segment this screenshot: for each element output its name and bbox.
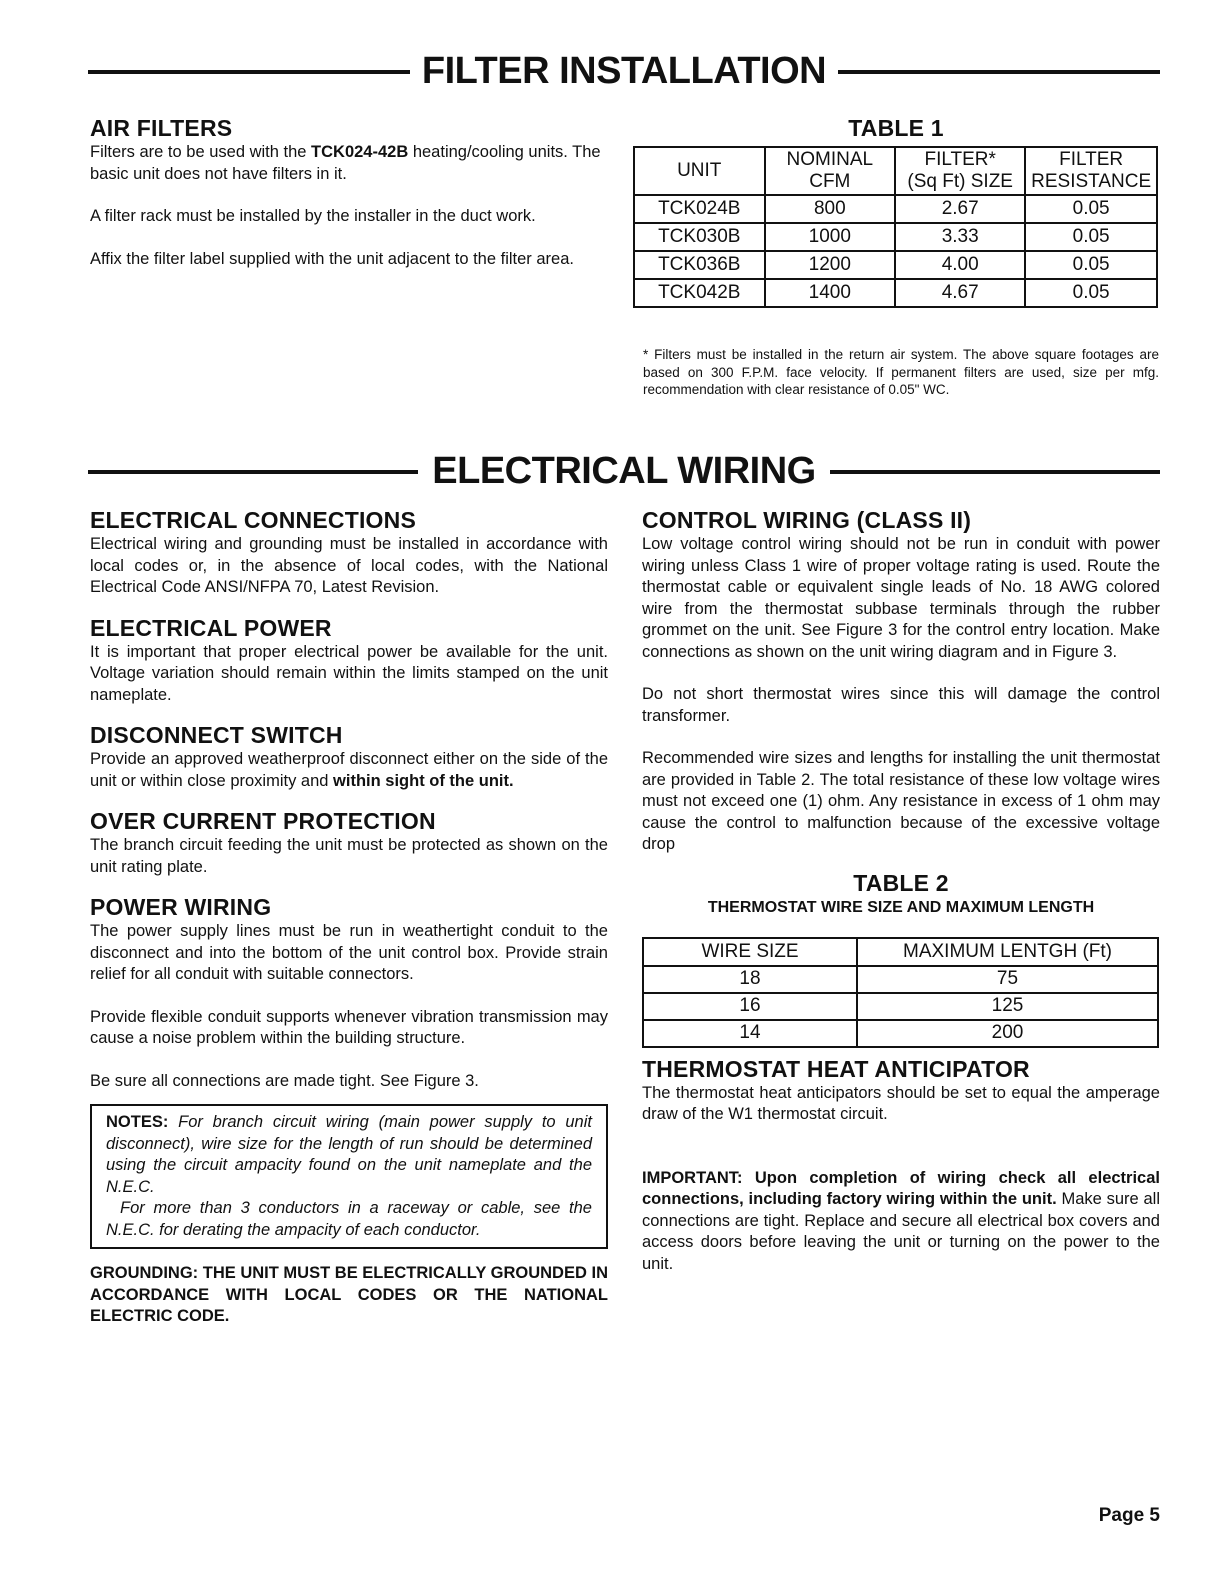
table-cell: TCK042B [634, 279, 765, 307]
electrical-left-column [90, 507, 608, 1328]
table-cell: TCK030B [634, 223, 765, 251]
text-span: Filters are to be used with the [90, 143, 312, 161]
table-cell: TCK024B [634, 195, 765, 223]
electrical-wiring-banner [88, 450, 1160, 493]
table-cell: TCK036B [634, 251, 765, 279]
air-filters-paragraph-1 [90, 142, 608, 185]
table-cell: 4.67 [895, 279, 1025, 307]
header-line: RESISTANCE [1031, 171, 1152, 192]
banner-rule-left [88, 470, 418, 474]
filter-installation-title: FILTER INSTALLATION [421, 50, 827, 92]
banner-rule-left [88, 70, 410, 74]
thermostat-heat-anticipator-text: The thermostat heat anticipators should be set to equal the amperage draw of the W1 thermostat circuit. [642, 1083, 1160, 1123]
over-current-protection-text: The branch circuit feeding the unit must be protected as shown on the unit rating plate. [90, 836, 608, 876]
air-filters-paragraph-2: A filter rack must be installed by the installer in the duct work. [90, 207, 536, 225]
table-row [634, 251, 1157, 279]
control-wiring-paragraph-2: Do not short thermostat wires since this will damage the control transformer. [642, 685, 1160, 725]
power-wiring-paragraph-3: Be sure all connections are made tight. See Figure 3. [90, 1071, 479, 1090]
table-header-cell: MAXIMUM LENTGH (Ft) [857, 938, 1158, 966]
notes-text-1: For branch circuit wiring (main power supply to unit disconnect), wire size for the length of run should be determined using the circuit ampacity found on the unit nameplate and the N.E.C. [106, 1113, 592, 1196]
power-wiring-paragraph-2: Provide flexible conduit supports whenever vibration transmission may cause a noise problem within the building structure. [90, 1007, 608, 1047]
table-cell: 1000 [765, 223, 896, 251]
model-number: TCK024-42B [311, 143, 409, 161]
air-filters-section [90, 115, 608, 270]
table-cell: 125 [857, 993, 1158, 1020]
table-cell: 0.05 [1025, 251, 1157, 279]
table-row [634, 147, 1157, 195]
air-filters-heading: AIR FILTERS [90, 115, 233, 141]
table-1-footnote: * Filters must be installed in the return air system. The above square footages are based on 300 F.P.M. face velocity. If permanent filters are used, size per mfg. recommendation with clear resistance of 0.05" WC. [643, 347, 1159, 397]
table-2-title: TABLE 2 [853, 869, 949, 896]
table-cell: 75 [857, 966, 1158, 993]
text-span: Provide an approved weatherproof disconnect either on the side of the unit or within close proximity and [90, 750, 608, 790]
table-header-cell [1025, 147, 1157, 195]
table-cell: 0.05 [1025, 279, 1157, 307]
table-row [643, 938, 1158, 966]
banner-rule-right [830, 470, 1160, 474]
notes-2 [106, 1198, 592, 1241]
table-cell: 0.05 [1025, 223, 1157, 251]
text-span: heating/cooling units. The basic unit does not have filters in it. [90, 143, 601, 183]
filter-installation-banner [88, 50, 1160, 93]
control-wiring-paragraph-3: Recommended wire sizes and lengths for installing the unit thermostat are provided in Table 2. The total resistance of these low voltage wires must not exceed one (1) ohm. Any resistance in excess of 1 ohm may cause the control to malfunction because of the excessive voltage drop [642, 749, 1160, 853]
bold-text: within sight of the unit. [333, 771, 514, 790]
table-cell: 2.67 [895, 195, 1025, 223]
table-cell: 14 [643, 1020, 857, 1047]
thermostat-heat-anticipator-heading: THERMOSTAT HEAT ANTICIPATOR [642, 1055, 1030, 1082]
table-cell: 1400 [765, 279, 896, 307]
table-row [643, 966, 1158, 993]
power-wiring-heading: POWER WIRING [90, 894, 272, 920]
table-cell: 800 [765, 195, 896, 223]
electrical-power-heading: ELECTRICAL POWER [90, 614, 332, 641]
notes-text-2: For more than 3 conductors in a raceway or cable, see the N.E.C. for derating the ampacity of each conductor. [106, 1199, 592, 1239]
table-cell: 0.05 [1025, 195, 1157, 223]
header-line: NOMINAL [786, 149, 874, 170]
important-bold-text: IMPORTANT: Upon completion of wiring check all electrical connections, including factory wiring within the unit. [642, 1168, 1160, 1208]
control-wiring-paragraph-1: Low voltage control wiring should not be run in conduit with power wiring unless Class 1 wire of proper voltage rating is used. Route the thermostat cable or equivalent single leads of No. 18 AWG colored wire from the thermostat subbase terminals through the rubber grommet on the unit. See Figure 3 for the control entry location. Make connections as shown on the unit wiring diagram and in Figure 3. [642, 535, 1160, 661]
electrical-power-text: It is important that proper electrical power be available for the unit. Voltage variation should remain within the limits stamped on the unit nameplate. [90, 642, 608, 704]
table-header-cell [895, 147, 1025, 195]
over-current-protection-heading: OVER CURRENT PROTECTION [90, 808, 436, 834]
table-1-section [633, 115, 1159, 308]
header-line: CFM [809, 171, 851, 192]
table-cell: 200 [857, 1020, 1158, 1047]
table-cell: 18 [643, 966, 857, 993]
header-line: FILTER [1059, 149, 1124, 170]
table-1-title: TABLE 1 [848, 115, 944, 141]
disconnect-switch-text [90, 749, 608, 792]
table-row [634, 195, 1157, 223]
notes-label: NOTES: [106, 1113, 169, 1131]
banner-rule-right [838, 70, 1160, 74]
page-number: Page 5 [1098, 1505, 1160, 1526]
electrical-connections-heading: ELECTRICAL CONNECTIONS [90, 507, 416, 533]
table-1 [633, 146, 1158, 308]
electrical-right-column [642, 507, 1160, 1275]
header-line: FILTER* [924, 149, 996, 170]
table-2-subtitle: THERMOSTAT WIRE SIZE AND MAXIMUM LENGTH [707, 898, 1095, 916]
table-cell: 1200 [765, 251, 896, 279]
table-row [634, 223, 1157, 251]
notes-box [90, 1104, 608, 1249]
table-2 [642, 937, 1159, 1048]
table-header-cell: UNIT [634, 147, 765, 195]
table-header-cell [765, 147, 896, 195]
control-wiring-heading: CONTROL WIRING (CLASS II) [642, 507, 972, 533]
header-line: (Sq Ft) SIZE [907, 171, 1013, 192]
table-row [643, 993, 1158, 1020]
disconnect-switch-heading: DISCONNECT SWITCH [90, 722, 343, 748]
electrical-wiring-title: ELECTRICAL WIRING [432, 450, 816, 492]
important-notice [642, 1168, 1160, 1276]
table-cell: 4.00 [895, 251, 1025, 279]
table-cell: 16 [643, 993, 857, 1020]
notes-1 [106, 1112, 592, 1198]
air-filters-paragraph-3: Affix the filter label supplied with the unit adjacent to the filter area. [90, 249, 574, 268]
electrical-connections-text: Electrical wiring and grounding must be installed in accordance with local codes or, in the absence of local codes, with the National Electrical Code ANSI/NFPA 70, Latest Revision. [90, 535, 608, 596]
grounding-warning: GROUNDING: THE UNIT MUST BE ELECTRICALLY GROUNDED IN ACCORDANCE WITH LOCAL CODES OR THE NATIONAL ELECTRIC CODE. [90, 1264, 608, 1325]
table-row [634, 279, 1157, 307]
important-text: Make sure all connections are tight. Replace and secure all electrical box covers and access doors before leaving the unit or turning on the power to the unit. [642, 1190, 1160, 1273]
table-row [643, 1020, 1158, 1047]
table-cell: 3.33 [895, 223, 1025, 251]
power-wiring-paragraph-1: The power supply lines must be run in weathertight conduit to the disconnect and into the bottom of the unit control box. Provide strain relief for all conduit with suitable connectors. [90, 922, 608, 983]
table-header-cell: WIRE SIZE [643, 938, 857, 966]
